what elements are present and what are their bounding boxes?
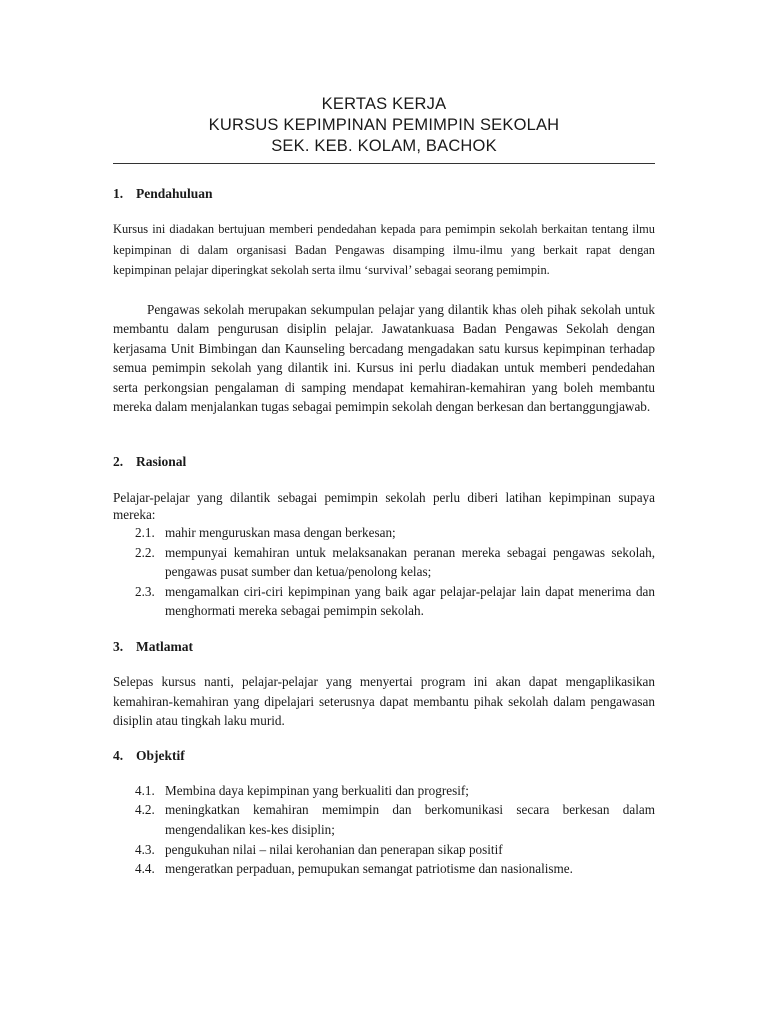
list-item bbox=[113, 859, 655, 879]
title-line-3: SEK. KEB. KOLAM, BACHOK bbox=[271, 137, 497, 155]
paragraph: Kursus ini diadakan bertujuan memberi pendedahan kepada para pemimpin sekolah berkaitan tentang ilmu kepimpinan di dalam organisasi Badan Pengawas disamping ilmu-ilmu yang berkait rapat dengan kepimpinan pelajar diperingkat sekolah serta ilmu ‘survival’ sebagai seorang pemimpin. bbox=[113, 222, 655, 277]
list-text: Membina daya kepimpinan yang berkualiti dan progresif; bbox=[165, 782, 469, 798]
document-title bbox=[113, 94, 655, 157]
list-text: mengeratkan perpaduan, pemupukan semangat patriotisme dan nasionalisme. bbox=[165, 861, 573, 877]
list-item bbox=[113, 800, 655, 839]
section-number: 4. bbox=[113, 747, 124, 763]
list-number: 4.4. bbox=[135, 861, 155, 877]
section-title: Rasional bbox=[136, 454, 187, 470]
list-item bbox=[113, 543, 655, 582]
list-text: mempunyai kemahiran untuk melaksanakan peranan mereka sebagai pengawas sekolah, pengawas pusat sumber dan ketua/penolong kelas; bbox=[165, 544, 655, 580]
paragraph: Pelajar-pelajar yang dilantik sebagai pemimpin sekolah perlu diberi latihan kepimpinan supaya mereka: bbox=[113, 490, 655, 523]
list-number: 2.3. bbox=[135, 583, 155, 599]
section-heading-matlamat bbox=[113, 638, 655, 656]
section-title: Matlamat bbox=[136, 639, 193, 655]
list-number: 4.2. bbox=[135, 802, 155, 818]
list-item bbox=[113, 523, 655, 543]
list-number: 2.2. bbox=[135, 544, 155, 560]
document-page bbox=[113, 94, 655, 879]
section-number: 3. bbox=[113, 639, 124, 655]
section-heading-objektif bbox=[113, 747, 655, 765]
title-line-1: KERTAS KERJA bbox=[321, 95, 447, 113]
section-heading-pendahuluan bbox=[113, 185, 655, 203]
section-number: 2. bbox=[113, 454, 124, 470]
list-number: 4.1. bbox=[135, 782, 155, 798]
title-divider bbox=[113, 163, 655, 164]
list-text: mahir menguruskan masa dengan berkesan; bbox=[165, 525, 396, 541]
paragraph: Selepas kursus nanti, pelajar-pelajar yang menyertai program ini akan dapat mengaplikasikan kemahiran-kemahiran yang dipelajari seterusnya dapat membantu pihak sekolah dalam pengawasan disiplin atau tingkah laku murid. bbox=[113, 674, 655, 729]
list-text: pengukuhan nilai – nilai kerohanian dan penerapan sikap positif bbox=[165, 841, 503, 857]
list-text: meningkatkan kemahiran memimpin dan berkomunikasi secara berkesan dalam mengendalikan kes-kes disiplin; bbox=[165, 802, 655, 837]
list-text: mengamalkan ciri-ciri kepimpinan yang baik agar pelajar-pelajar lain dapat menerima dan menghormati mereka sebagai pemimpin sekolah. bbox=[165, 583, 655, 619]
section-title: Objektif bbox=[136, 747, 185, 763]
section-number: 1. bbox=[113, 186, 124, 201]
list-number: 4.3. bbox=[135, 841, 155, 857]
title-line-2: KURSUS KEPIMPINAN PEMIMPIN SEKOLAH bbox=[208, 116, 560, 134]
list-item bbox=[113, 582, 655, 621]
section-title: Pendahuluan bbox=[136, 186, 213, 201]
section-heading-rasional bbox=[113, 453, 655, 471]
list-item bbox=[113, 840, 655, 860]
list-number: 2.1. bbox=[135, 525, 155, 541]
list-item bbox=[113, 781, 655, 801]
paragraph: Pengawas sekolah merupakan sekumpulan pelajar yang dilantik khas oleh pihak sekolah untuk membantu dalam pengurusan disiplin pelajar. Jawatankuasa Badan Pengawas Sekolah dengan kerjasama Unit Bimbingan dan Kaunseling bercadang mengadakan satu kursus kepimpinan terhadap semua pemimpin sekolah yang dilantik ini. Kursus ini perlu diadakan untuk memberi pendedahan serta perkongsian pengalaman di samping mendapat kemahiran-kemahiran yang boleh membantu mereka dalam menjalankan tugas sebagai pemimpin sekolah dengan berkesan dan bertanggungjawab. bbox=[113, 301, 655, 415]
